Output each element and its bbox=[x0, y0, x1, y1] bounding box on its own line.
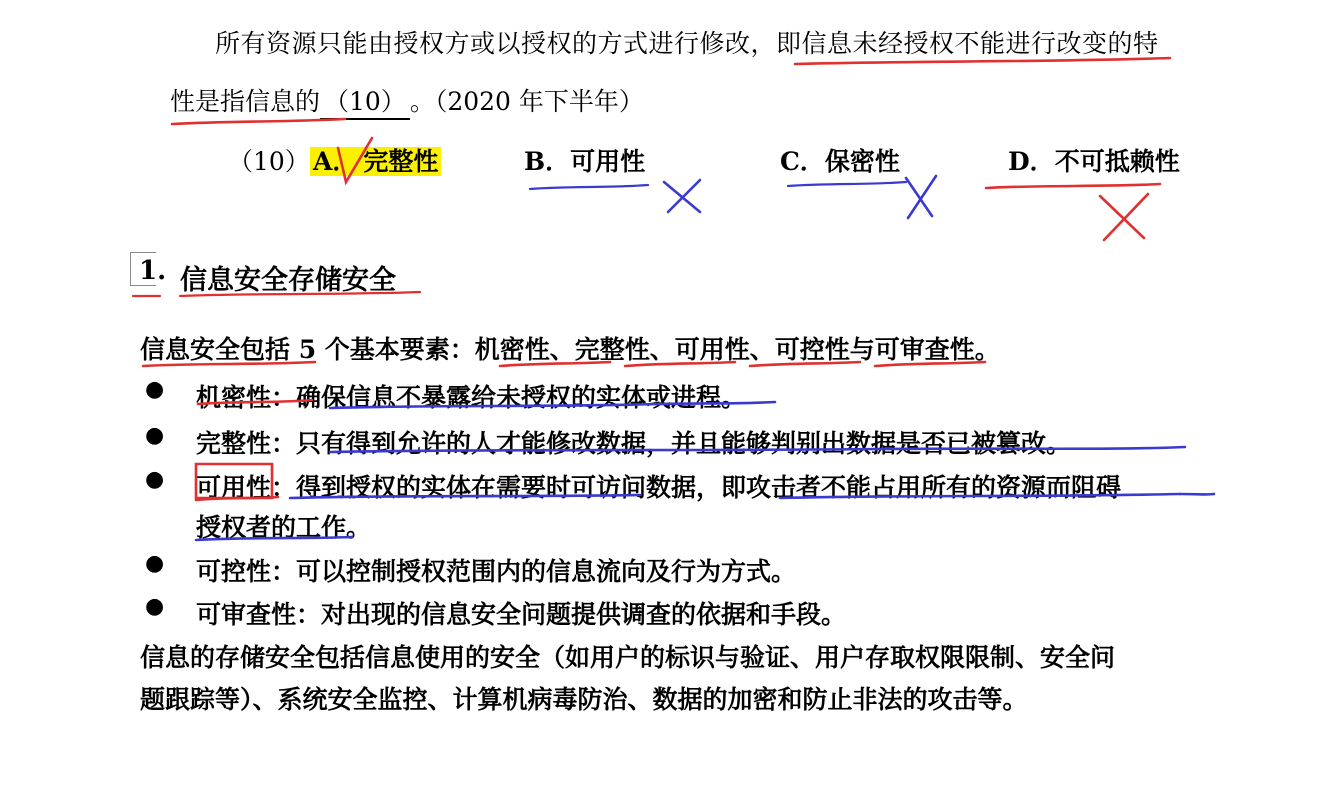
list-item-text: 可用性：得到授权的实体在需要时可访问数据，即攻击者不能占用所有的资源而阻碍 bbox=[196, 473, 1122, 502]
list-item-text: 可控性：可以控制授权范围内的信息流向及行为方式。 bbox=[196, 557, 797, 586]
cross-mark-blue bbox=[664, 182, 700, 212]
cross-mark-red bbox=[1104, 194, 1148, 240]
question-line-2-suffix: 。（2020 年下半年） bbox=[409, 87, 644, 116]
option-d-text: 不可抵赖性 bbox=[1054, 147, 1180, 176]
option-c-letter: C． bbox=[780, 147, 825, 176]
option-b[interactable] bbox=[524, 142, 645, 178]
list-item-text: 可审查性：对出现的信息安全问题提供调查的依据和手段。 bbox=[196, 600, 847, 629]
question-line-2 bbox=[170, 82, 644, 120]
section-number: 1. bbox=[130, 252, 156, 286]
underline-blue bbox=[788, 182, 906, 186]
bullet-icon: ● bbox=[145, 593, 165, 619]
option-group-label: （10） bbox=[228, 147, 310, 176]
bullet-icon: ● bbox=[145, 550, 165, 576]
cross-mark-blue bbox=[668, 180, 700, 212]
option-d-letter: D． bbox=[1008, 147, 1055, 176]
section-tail-line-2: 题跟踪等）、系统安全监控、计算机病毒防治、数据的加密和防止非法的攻击等。 bbox=[140, 685, 1028, 714]
section-title: 信息安全存储安全 bbox=[180, 265, 396, 296]
question-line-1: 所有资源只能由授权方或以授权的方式进行修改，即信息未经授权不能进行改变的特 bbox=[215, 29, 1159, 58]
underline-blue bbox=[530, 185, 648, 189]
bullet-icon: ● bbox=[145, 376, 165, 402]
option-b-letter: B． bbox=[524, 147, 571, 176]
list-item-text: 完整性：只有得到允许的人才能修改数据，并且能够判别出数据是否已被篡改。 bbox=[196, 429, 1072, 458]
option-a-text: 完整性 bbox=[360, 147, 441, 176]
option-b-text: 可用性 bbox=[570, 147, 646, 176]
cross-mark-blue bbox=[908, 176, 936, 218]
question-blank: （10） bbox=[320, 82, 410, 120]
question-line-2-prefix: 性是指信息的 bbox=[170, 87, 321, 116]
list-item-continuation: 授权者的工作。 bbox=[196, 513, 372, 542]
option-c-text: 保密性 bbox=[824, 147, 900, 176]
bullet-icon: ● bbox=[145, 466, 165, 492]
bullet-icon: ● bbox=[145, 422, 165, 448]
option-a-letter: A． bbox=[310, 147, 360, 176]
section-intro: 信息安全包括 5 个基本要素：机密性、完整性、可用性、可控性与可审查性。 bbox=[140, 335, 1000, 364]
list-item-text: 机密性：确保信息不暴露给未授权的实体或进程。 bbox=[196, 383, 747, 412]
section-tail-line-1: 信息的存储安全包括信息使用的安全（如用户的标识与验证、用户存取权限限制、安全问 bbox=[140, 643, 1116, 672]
cross-mark-red bbox=[1100, 196, 1144, 238]
option-row bbox=[0, 142, 1328, 182]
option-c[interactable] bbox=[780, 142, 900, 178]
underline-red bbox=[986, 184, 1160, 188]
option-d[interactable] bbox=[1008, 142, 1180, 178]
cross-mark-blue bbox=[906, 178, 932, 216]
option-a[interactable] bbox=[310, 142, 441, 178]
